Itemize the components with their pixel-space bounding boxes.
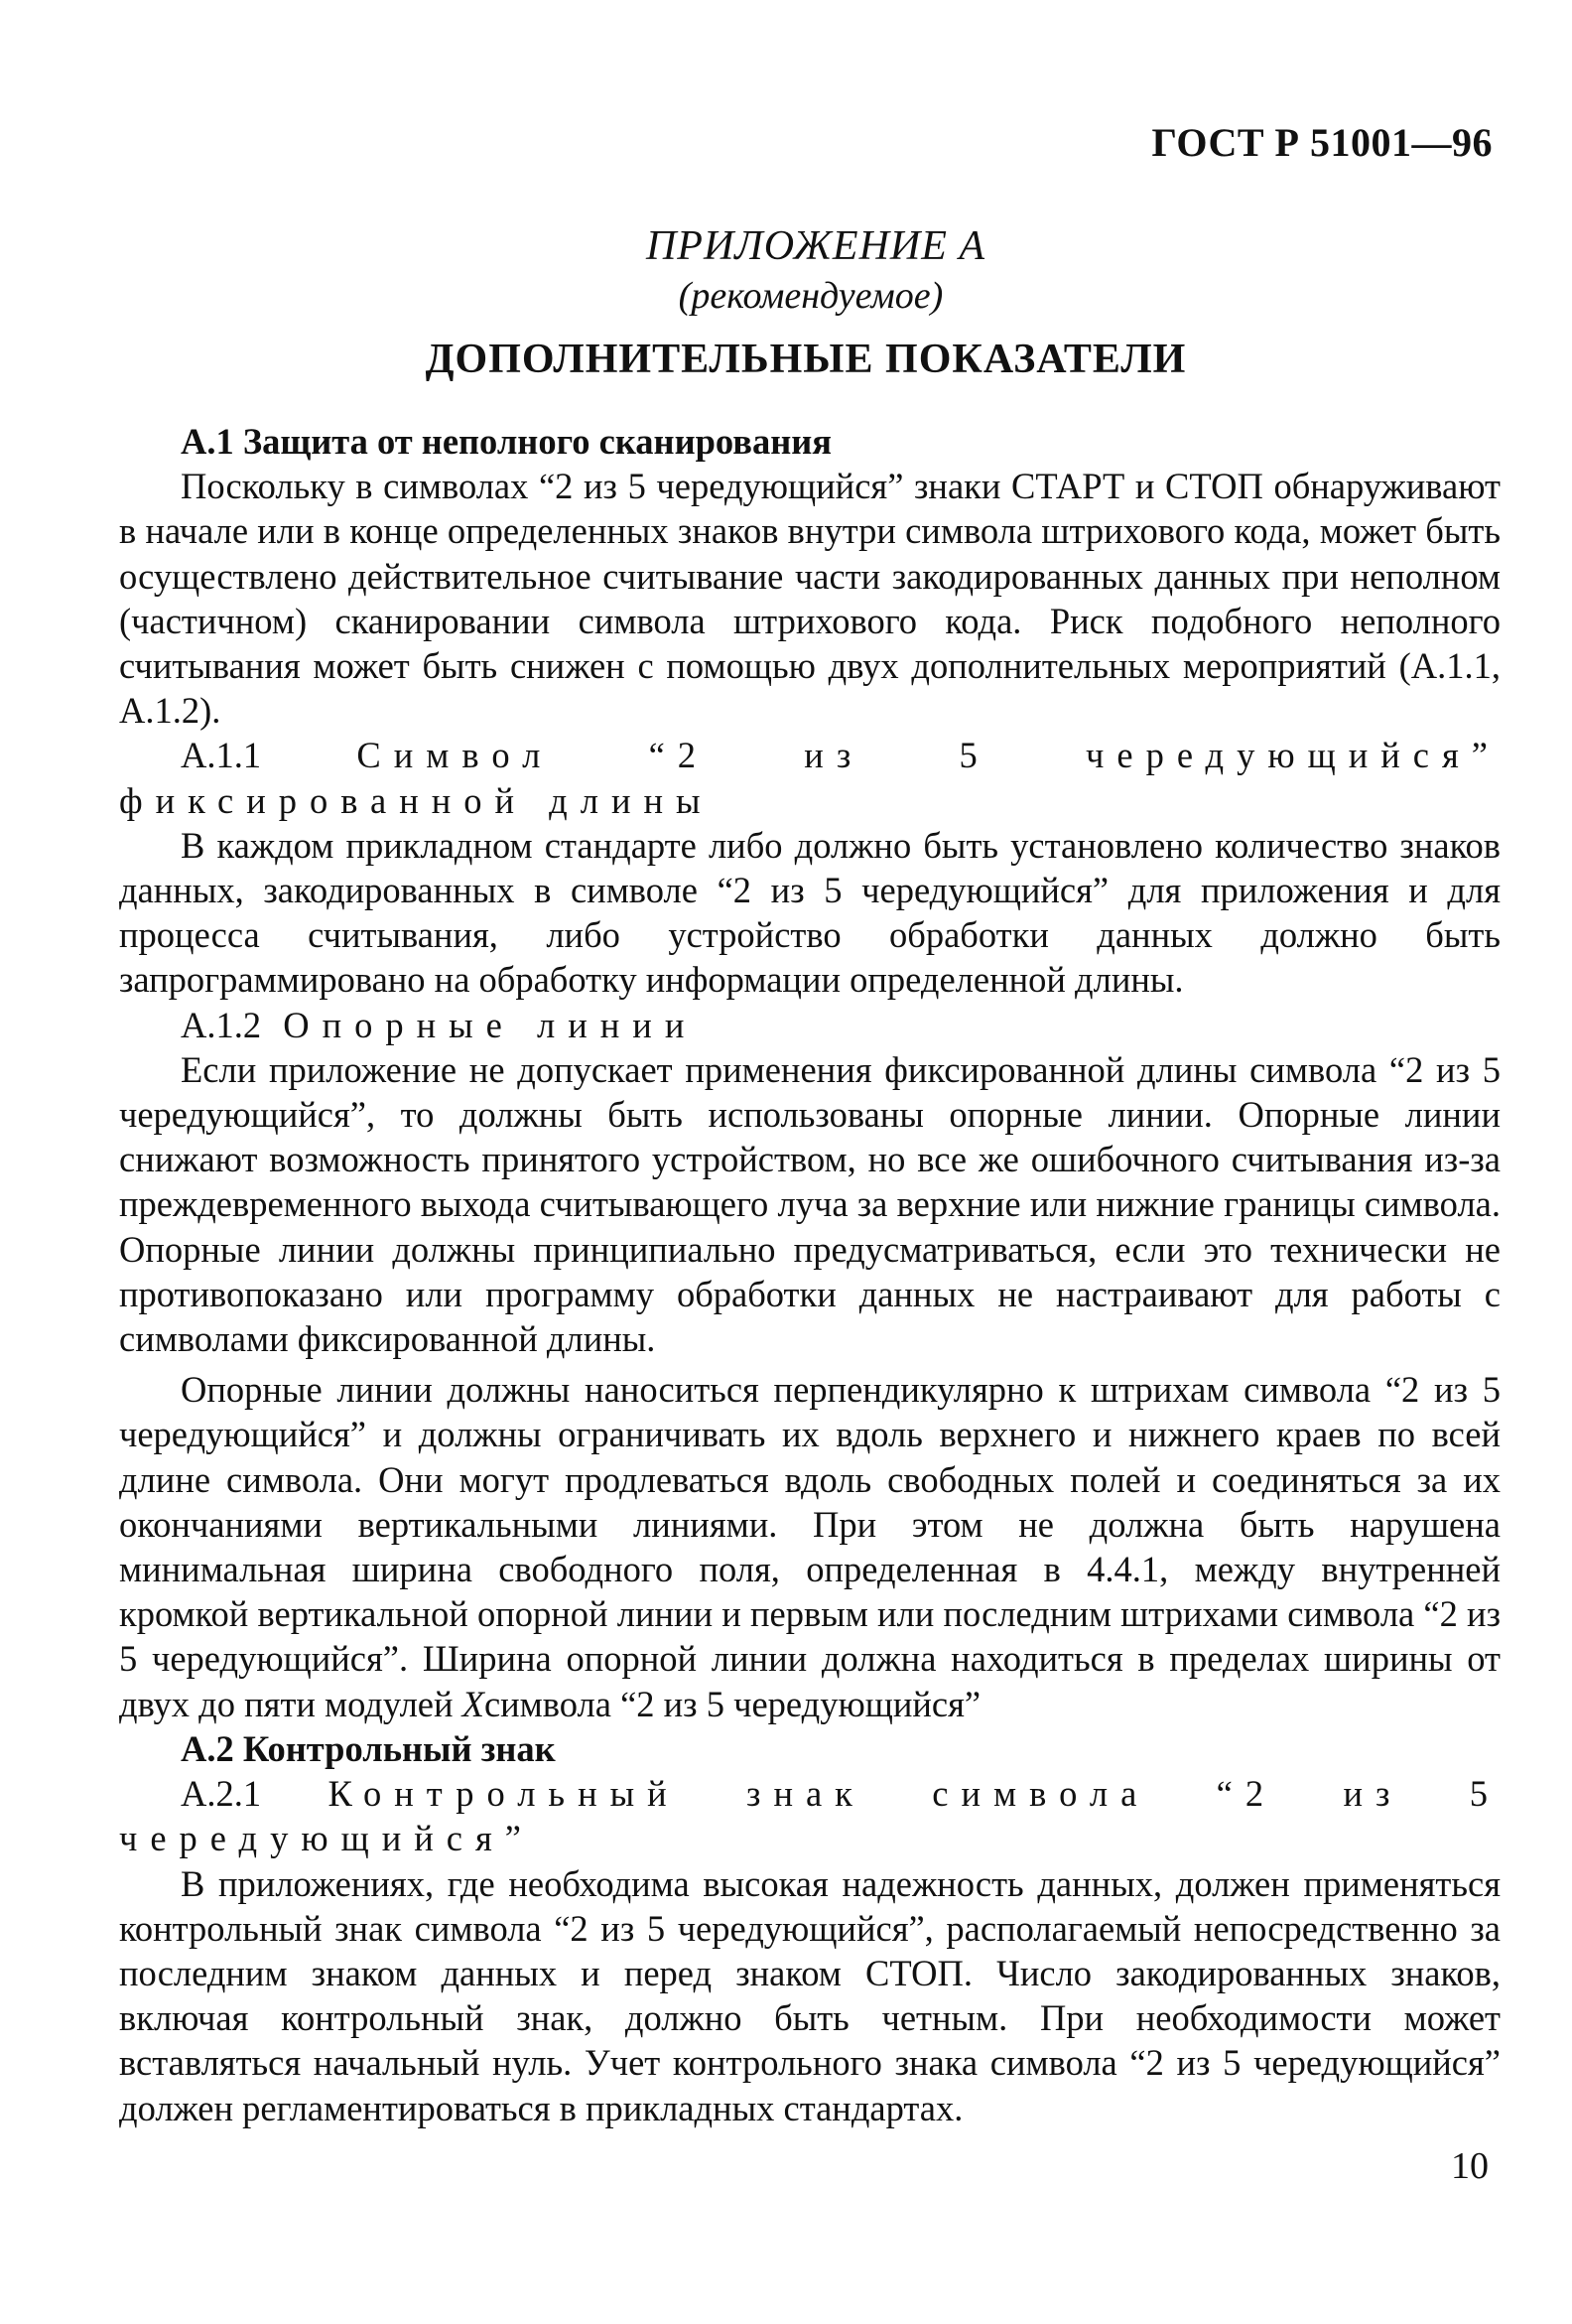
section-a12-text-2 xyxy=(119,1367,1501,1726)
section-a11-heading xyxy=(119,733,1501,822)
page-number: 10 xyxy=(1451,2145,1489,2187)
section-a12-heading xyxy=(119,1003,1501,1047)
section-a11-text: В каждом прикладном стандарте либо должно быть установлено количество знаков данных, закодированных в символе “2 из 5 чередующийся” для приложения и для процесса считывания, либо устройство обработки данных должно быть запрограммировано на обработку информации определенной длины. xyxy=(119,824,1501,1001)
standard-code: ГОСТ Р 51001—96 xyxy=(1151,120,1493,165)
section-a2-heading: А.2 Контрольный знак xyxy=(181,1727,556,1769)
section-a1-heading: А.1 Защита от неполного сканирования xyxy=(181,421,833,462)
document-body xyxy=(119,419,1501,2130)
appendix-title: ПРИЛОЖЕНИЕ А xyxy=(645,223,986,269)
section-a1-text: Поскольку в символах “2 из 5 чередующийся” знаки СТАРТ и СТОП обнаруживают в начале или в конце определенных знаков внутри символа штрихового кода, может быть осуществлено действительное считывание части закодированных данных при неполном (частичном) сканировании символа штрихового кода. Риск подобного неполного считывания может быть снижен с помощью двух дополнительных мероприятий (А.1.1, А.1.2). xyxy=(119,466,1501,732)
section-a21-heading xyxy=(119,1771,1501,1860)
document-title: ДОПОЛНИТЕЛЬНЫЕ ПОКАЗАТЕЛИ xyxy=(425,337,1187,382)
section-a12-text-2-start: Опорные линии должны наноситься перпендикулярно к штрихам символа “2 из 5 чередующийся” и должны ограничивать их вдоль верхнего и нижнего краев по всей длине символа. Они могут продлеваться вдоль свободных полей и соединяться за их окончаниями вертикальными линиями. При этом не должна быть нарушена минимальная ширина свободного поля, определенная в 4.4.1, между внутренней кромкой вертикальной опорной линии и первым или последним штрихами символа “2 из 5 чередующийся”. Ширина опорной линии должна находиться в пределах ширины от двух до пяти модулей xyxy=(119,1369,1501,1724)
section-a11-number: А.1.1 xyxy=(181,735,262,776)
section-a11-title: Символ “2 из 5 чередующийся” фиксированной длины xyxy=(119,735,1501,821)
appendix-header xyxy=(0,220,1572,320)
section-a21-text: В приложениях, где необходима высокая надежность данных, должен применяться контрольный знак символа “2 из 5 чередующийся”, располагаемый непосредственно за последним знаком данных и перед знаком СТОП. Число закодированных знаков, включая контрольный знак, должно быть четным. При необходимости может вставляться начальный нуль. Учет контрольного знака символа “2 из 5 чередующийся” должен регламентироваться в прикладных стандартах. xyxy=(119,1862,1501,2128)
section-a12-text-2-end: символа “2 из 5 чередующийся” xyxy=(483,1683,982,1724)
section-a12-text-1: Если приложение не допускает применения фиксированной длины символа “2 из 5 чередующийся”, то должны быть использованы опорные линии. Опорные линии снижают возможность принятого устройством, но все же ошибочного считывания из-за преждевременного выхода считывающего луча за верхние или нижние границы символа. Опорные линии должны принципиально предусматриваться, если это технически не противопоказано или программу обработки данных не настраивают для работы с символами фиксированной длины. xyxy=(119,1048,1501,1360)
section-a12-number: А.1.2 xyxy=(181,1004,262,1045)
section-a21-title: Контрольный знак символа “2 из 5 чередующийся” xyxy=(119,1773,1502,1859)
appendix-subtitle: (рекомендуемое) xyxy=(678,275,944,317)
section-a12-title: Опорные линии xyxy=(283,1004,698,1045)
section-a21-number: А.2.1 xyxy=(181,1773,262,1815)
module-symbol-x: X xyxy=(461,1683,484,1724)
